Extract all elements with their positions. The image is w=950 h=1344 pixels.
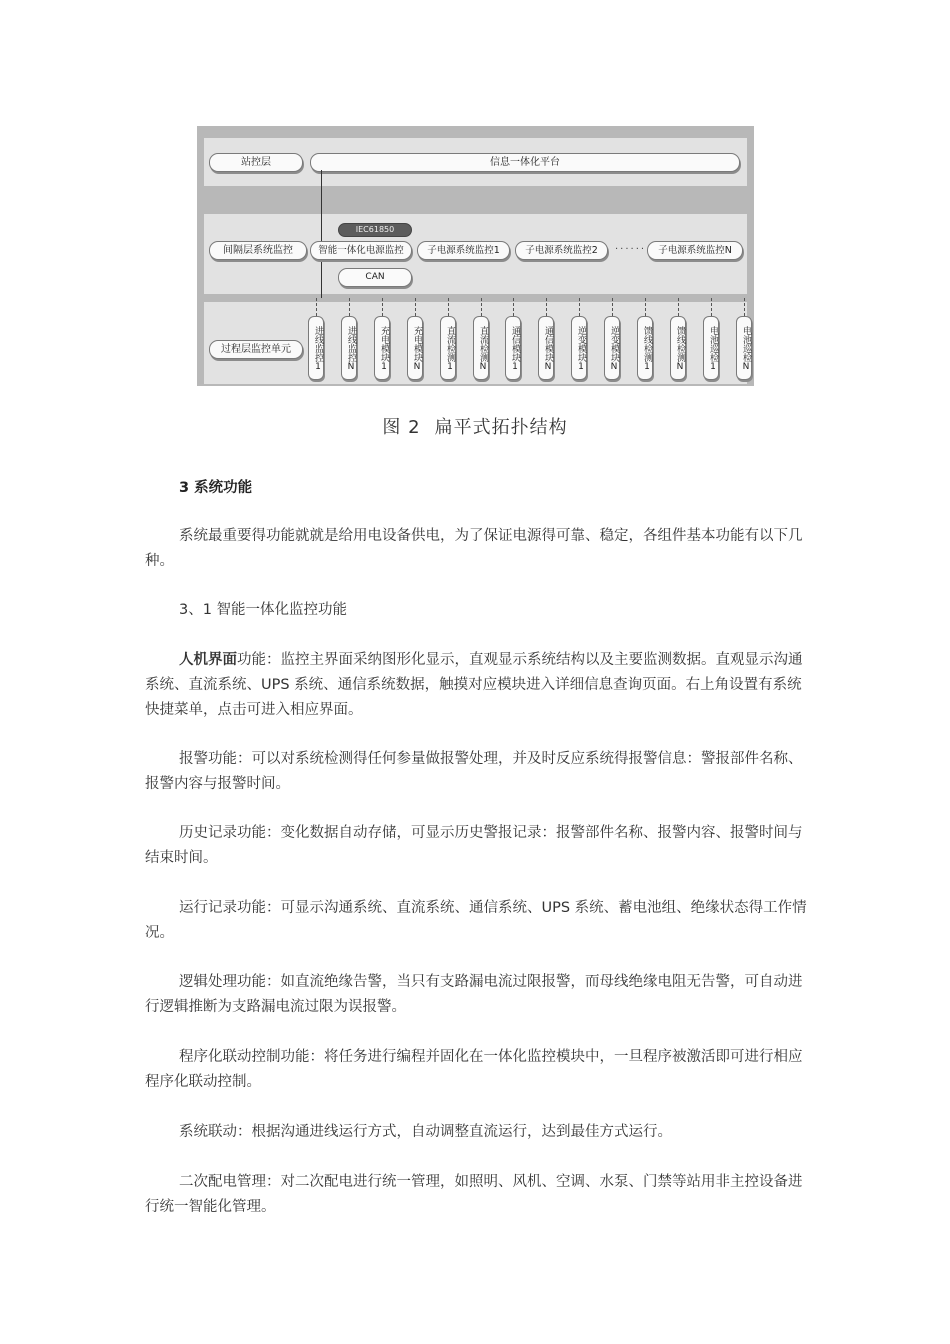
- process-unit-connector: [481, 298, 482, 316]
- item-history: 历史记录功能：变化数据自动存储，可显示历史警报记录：报警部件名称、报警内容、报警时间与结束时间。: [145, 825, 803, 866]
- can-badge: CAN: [338, 268, 412, 287]
- process-layer-label: 过程层监控单元: [209, 340, 303, 359]
- process-unit: 逆变模块N: [604, 316, 620, 380]
- process-unit: 充电模块N: [407, 316, 423, 380]
- platform-label: 信息一体化平台: [310, 153, 740, 172]
- bay-layer-label: 间隔层系统监控: [209, 241, 307, 260]
- bay-item-1: 子电源系统监控1: [417, 241, 510, 260]
- item-hmi-label: 人机界面: [179, 652, 237, 668]
- process-unit: 通信模块1: [505, 316, 521, 380]
- item-logic: 逻辑处理功能：如直流绝缘告警，当只有支路漏电流过限报警，而母线绝缘电阻无告警，可自动进行逻辑推断为支路漏电流过限为误报警。: [145, 974, 803, 1015]
- bay-item-2: 子电源系统监控2: [515, 241, 608, 260]
- process-unit-connector: [711, 298, 712, 316]
- process-unit: 充电模块1: [374, 316, 390, 380]
- intro-paragraph: 系统最重要得功能就就是给用电设备供电，为了保证电源得可靠、稳定，各组件基本功能有以下几种。: [145, 528, 803, 569]
- caption-title: 扁平式拓扑结构: [434, 417, 568, 438]
- item-distribution: 二次配电管理：对二次配电进行统一管理，如照明、风机、空调、水泵、门禁等站用非主控设备进行统一智能化管理。: [145, 1174, 803, 1215]
- item-program: 程序化联动控制功能：将任务进行编程并固化在一体化监控模块中，一旦程序被激活即可进行相应程序化联动控制。: [145, 1049, 803, 1090]
- figure-caption: [0, 413, 950, 439]
- process-unit-connector: [612, 298, 613, 316]
- process-unit: 馈线检测1: [637, 316, 653, 380]
- process-unit: 进线监控N: [341, 316, 357, 380]
- topology-diagram: [197, 126, 754, 386]
- process-unit: 直流检测N: [473, 316, 489, 380]
- process-unit: 逆变模块1: [571, 316, 587, 380]
- item-linkage: 系统联动：根据沟通进线运行方式，自动调整直流运行，达到最佳方式运行。: [179, 1124, 672, 1140]
- process-unit: 直流检测1: [440, 316, 456, 380]
- process-unit-connector: [513, 298, 514, 316]
- connector-line: [321, 170, 322, 298]
- subsection-heading: 3、1 智能一体化监控功能: [179, 602, 348, 618]
- station-layer-label: 站控层: [209, 153, 303, 172]
- section-heading: 3 系统功能: [179, 480, 253, 496]
- process-unit: 电池巡检1: [703, 316, 719, 380]
- process-unit: 馈线检测N: [670, 316, 686, 380]
- process-unit-connector: [579, 298, 580, 316]
- process-unit-connector: [415, 298, 416, 316]
- process-unit: 通信模块N: [538, 316, 554, 380]
- bay-item-main: 智能一体化电源监控: [310, 241, 412, 260]
- process-unit-connector: [349, 298, 350, 316]
- item-alarm: 报警功能：可以对系统检测得任何参量做报警处理，并及时反应系统得报警信息：警报部件名称、报警内容与报警时间。: [145, 751, 803, 792]
- process-unit-connector: [546, 298, 547, 316]
- process-unit-connector: [448, 298, 449, 316]
- caption-number: 图 2: [382, 417, 421, 438]
- process-unit: 进线监控1: [308, 316, 324, 380]
- item-hmi: [145, 648, 810, 723]
- iec61850-badge: IEC61850: [338, 223, 412, 237]
- process-unit-connector: [645, 298, 646, 316]
- bay-item-n: 子电源系统监控N: [647, 241, 743, 260]
- process-unit-connector: [382, 298, 383, 316]
- process-unit-connector: [744, 298, 745, 316]
- process-unit: 电池巡检N: [736, 316, 752, 380]
- process-unit-connector: [316, 298, 317, 316]
- item-run-record: 运行记录功能：可显示沟通系统、直流系统、通信系统、UPS 系统、蓄电池组、绝缘状态得工作情况。: [145, 900, 807, 941]
- item-hmi-text: 功能：监控主界面采纳图形化显示，直观显示系统结构以及主要监测数据。直观显示沟通系统、直流系统、UPS 系统、通信系统数据，触摸对应模块进入详细信息查询页面。右上角设置有系统快捷菜单，点击可进入相应界面。: [145, 652, 803, 718]
- ellipsis: ······: [615, 244, 647, 255]
- process-unit-connector: [678, 298, 679, 316]
